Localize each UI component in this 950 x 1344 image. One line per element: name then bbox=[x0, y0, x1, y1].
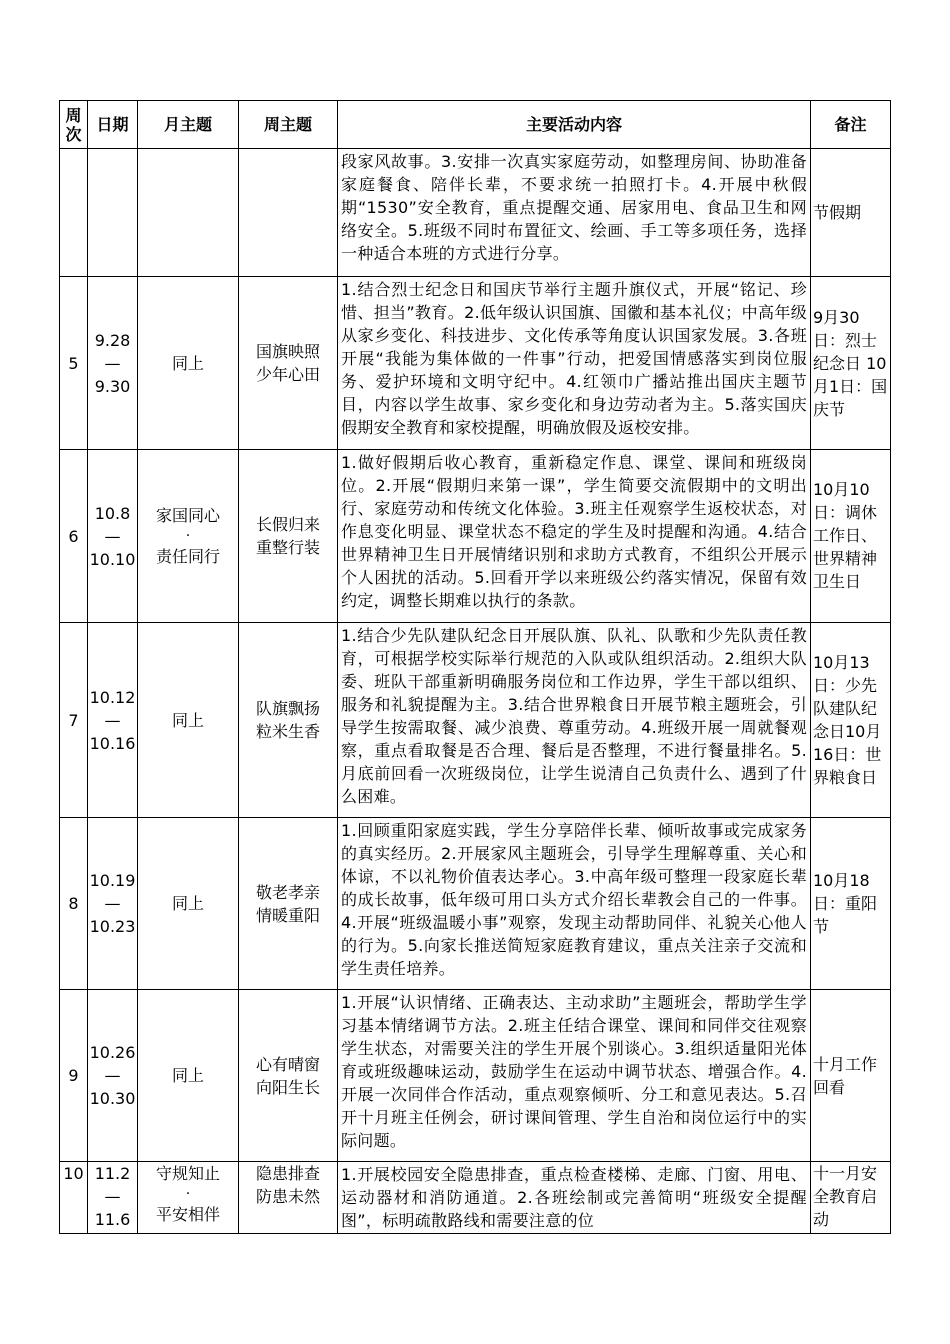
date-dash: — bbox=[104, 710, 121, 730]
month-theme-text: 同上 bbox=[171, 353, 204, 373]
date-dash: — bbox=[104, 1066, 121, 1085]
date-cell bbox=[88, 990, 138, 1162]
date-start: 11.2 bbox=[94, 1164, 131, 1183]
week-theme-line1: 敬老孝亲 bbox=[255, 882, 320, 902]
table-row bbox=[60, 990, 891, 1162]
week-theme-cell bbox=[239, 990, 338, 1162]
week-no-cell: 9 bbox=[60, 990, 88, 1162]
table-row bbox=[60, 277, 891, 450]
date-cell bbox=[88, 1162, 138, 1234]
date-end: 10.23 bbox=[89, 917, 136, 936]
month-theme-cell bbox=[138, 623, 239, 818]
month-theme-dot: · bbox=[185, 1186, 191, 1202]
week-theme-cell bbox=[239, 450, 338, 623]
header-note: 备注 bbox=[811, 101, 891, 149]
header-content: 主要活动内容 bbox=[338, 101, 811, 149]
content-cell: 1.开展校园安全隐患排查，重点检查楼梯、走廊、门窗、用电、运动器材和消防通道。2.各班绘制或完善简明“班级安全提醒图”，标明疏散路线和需要注意的位 bbox=[338, 1162, 811, 1234]
week-theme-line1: 心有晴窗 bbox=[255, 1054, 320, 1074]
table-row bbox=[60, 450, 891, 623]
activity-plan-table bbox=[59, 100, 891, 1234]
date-end: 9.30 bbox=[94, 376, 131, 396]
header-date: 日期 bbox=[88, 101, 138, 149]
date-end: 11.6 bbox=[94, 1210, 131, 1229]
note-cell: 10月13日：少先队建队纪念日10月16日：世界粮食日 bbox=[811, 623, 891, 818]
month-theme-cell bbox=[138, 818, 239, 990]
date-cell bbox=[88, 450, 138, 623]
month-theme-line1: 家国同心 bbox=[155, 506, 220, 525]
week-theme-line2: 防患未然 bbox=[255, 1187, 320, 1206]
week-theme-line2: 情暖重阳 bbox=[255, 905, 320, 925]
month-theme-text: 同上 bbox=[171, 710, 204, 730]
note-cell: 10月18日：重阳节 bbox=[811, 818, 891, 990]
header-month-theme: 月主题 bbox=[138, 101, 239, 149]
week-no-cell: 5 bbox=[60, 277, 88, 450]
content-cell: 1.做好假期后收心教育，重新稳定作息、课堂、课间和班级岗位。2.开展“假期归来第一课”，学生简要交流假期中的文明出行、家庭劳动和传统文化体验。3.班主任观察学生返校状态，对作息变化明显、课堂状态不稳定的学生及时提醒和沟通。4.结合世界精神卫生日开展情绪识别和求助方式教育，不组织公开展示个人困扰的活动。5.回看开学以来班级公约落实情况，保留有效约定，调整长期难以执行的条款。 bbox=[338, 450, 811, 623]
date-dash: — bbox=[104, 353, 121, 373]
week-theme-cell bbox=[239, 1162, 338, 1234]
header-week-theme: 周主题 bbox=[239, 101, 338, 149]
week-no-cell: 7 bbox=[60, 623, 88, 818]
month-theme-text: 同上 bbox=[171, 894, 204, 913]
week-theme-line2: 粒米生香 bbox=[255, 722, 320, 741]
content-cell: 1.结合少先队建队纪念日开展队旗、队礼、队歌和少先队责任教育，可根据学校实际举行规范的入队或队组织活动。2.组织大队委、班队干部重新明确服务岗位和工作边界，学生干部以组织、服务和礼貌提醒为主。3.结合世界粮食日开展节粮主题班会，引导学生按需取餐、减少浪费、尊重劳动。4.班级开展一周就餐观察，重点看取餐是否合理、餐后是否整理，不进行餐量排名。5.月底前回看一次班级岗位，让学生说清自己负责什么、遇到了什么困难。 bbox=[338, 623, 811, 818]
date-end: 10.16 bbox=[89, 733, 136, 753]
note-cell: 十月工作回看 bbox=[811, 990, 891, 1162]
week-theme-cell bbox=[239, 277, 338, 450]
date-start: 10.26 bbox=[89, 1043, 136, 1062]
content-cell: 1.结合烈士纪念日和国庆节举行主题升旗仪式，开展“铭记、珍惜、担当”教育。2.低年级认识国旗、国徽和基本礼仪；中高年级从家乡变化、科技进步、文化传承等角度认识国家发展。3.各班开展“我能为集体做的一件事”行动，把爱国情感落实到岗位服务、爱护环境和文明守纪中。4.红领巾广播站推出国庆主题节目，内容以学生故事、家乡变化和身边劳动者为主。5.落实国庆假期安全教育和家校提醒，明确放假及返校安排。 bbox=[338, 277, 811, 450]
month-theme-text: 同上 bbox=[171, 1066, 204, 1085]
date-start: 10.19 bbox=[89, 871, 136, 890]
month-theme-line1: 守规知止 bbox=[155, 1164, 220, 1183]
month-theme-cell bbox=[138, 990, 239, 1162]
week-no-cell: 10 bbox=[60, 1162, 88, 1234]
note-cell: 节假期 bbox=[811, 149, 891, 277]
week-theme-line2: 向阳生长 bbox=[255, 1077, 320, 1097]
week-theme-line1: 隐患排查 bbox=[255, 1164, 320, 1183]
date-end: 10.10 bbox=[89, 549, 136, 569]
content-cell: 1.回顾重阳家庭实践，学生分享陪伴长辈、倾听故事或完成家务的真实经历。2.开展家风主题班会，引导学生理解尊重、关心和体谅，不以礼物价值表达孝心。3.中高年级可整理一段家庭长辈的成长故事，低年级可用口头方式介绍长辈教会自己的一件事。4.开展“班级温暖小事”观察，发现主动帮助同伴、礼貌关心他人的行为。5.向家长推送简短家庭教育建议，重点关注亲子交流和学生责任培养。 bbox=[338, 818, 811, 990]
table-row bbox=[60, 1162, 891, 1234]
date-start: 10.8 bbox=[94, 503, 131, 523]
note-cell: 十一月安全教育启动 bbox=[811, 1162, 891, 1234]
week-theme-line2: 重整行装 bbox=[255, 538, 320, 557]
date-cell bbox=[88, 623, 138, 818]
week-theme-line2: 少年心田 bbox=[255, 365, 320, 384]
content-cell: 1.开展“认识情绪、正确表达、主动求助”主题班会，帮助学生学习基本情绪调节方法。2.班主任结合课堂、课间和同伴交往观察学生状态，对需要关注的学生开展个别谈心。3.组织适量阳光体育或班级趣味运动，鼓励学生在运动中调节状态、增强合作。4.开展一次同伴合作活动，重点观察倾听、分工和意见表达。5.召开十月班主任例会，研讨课间管理、学生自治和岗位运行中的实际问题。 bbox=[338, 990, 811, 1162]
week-no-cell bbox=[60, 149, 88, 277]
header-week-no: 周次 bbox=[60, 101, 88, 149]
week-no-cell: 8 bbox=[60, 818, 88, 990]
month-theme-cell bbox=[138, 277, 239, 450]
content-cell: 段家风故事。3.安排一次真实家庭劳动，如整理房间、协助准备家庭餐食、陪伴长辈，不要求统一拍照打卡。4.开展中秋假期“1530”安全教育，重点提醒交通、居家用电、食品卫生和网络安全。5.班级不同时布置征文、绘画、手工等多项任务，选择一种适合本班的方式进行分享。 bbox=[338, 149, 811, 277]
date-dash: — bbox=[104, 1187, 121, 1206]
date-start: 9.28 bbox=[94, 330, 131, 350]
month-theme-line2: 责任同行 bbox=[155, 547, 220, 566]
week-theme-line1: 国旗映照 bbox=[255, 342, 320, 361]
date-end: 10.30 bbox=[89, 1089, 136, 1108]
week-theme-cell bbox=[239, 149, 338, 277]
month-theme-line2: 平安相伴 bbox=[155, 1205, 220, 1224]
week-no-cell: 6 bbox=[60, 450, 88, 623]
week-theme-cell bbox=[239, 623, 338, 818]
table-row bbox=[60, 149, 891, 277]
week-theme-cell bbox=[239, 818, 338, 990]
table-row bbox=[60, 623, 891, 818]
date-cell bbox=[88, 818, 138, 990]
header-row bbox=[60, 101, 891, 149]
note-cell: 9月30日：烈士纪念日 10月1日：国庆节 bbox=[811, 277, 891, 450]
table-row bbox=[60, 818, 891, 990]
month-theme-cell bbox=[138, 149, 239, 277]
week-theme-line1: 队旗飘扬 bbox=[255, 699, 320, 718]
date-cell bbox=[88, 149, 138, 277]
month-theme-dot: · bbox=[185, 528, 191, 544]
date-cell bbox=[88, 277, 138, 450]
note-cell: 10月10日：调休工作日、世界精神卫生日 bbox=[811, 450, 891, 623]
date-dash: — bbox=[104, 894, 121, 913]
week-theme-line1: 长假归来 bbox=[255, 515, 320, 534]
date-dash: — bbox=[104, 526, 121, 546]
month-theme-cell bbox=[138, 450, 239, 623]
date-start: 10.12 bbox=[89, 687, 136, 707]
month-theme-cell bbox=[138, 1162, 239, 1234]
